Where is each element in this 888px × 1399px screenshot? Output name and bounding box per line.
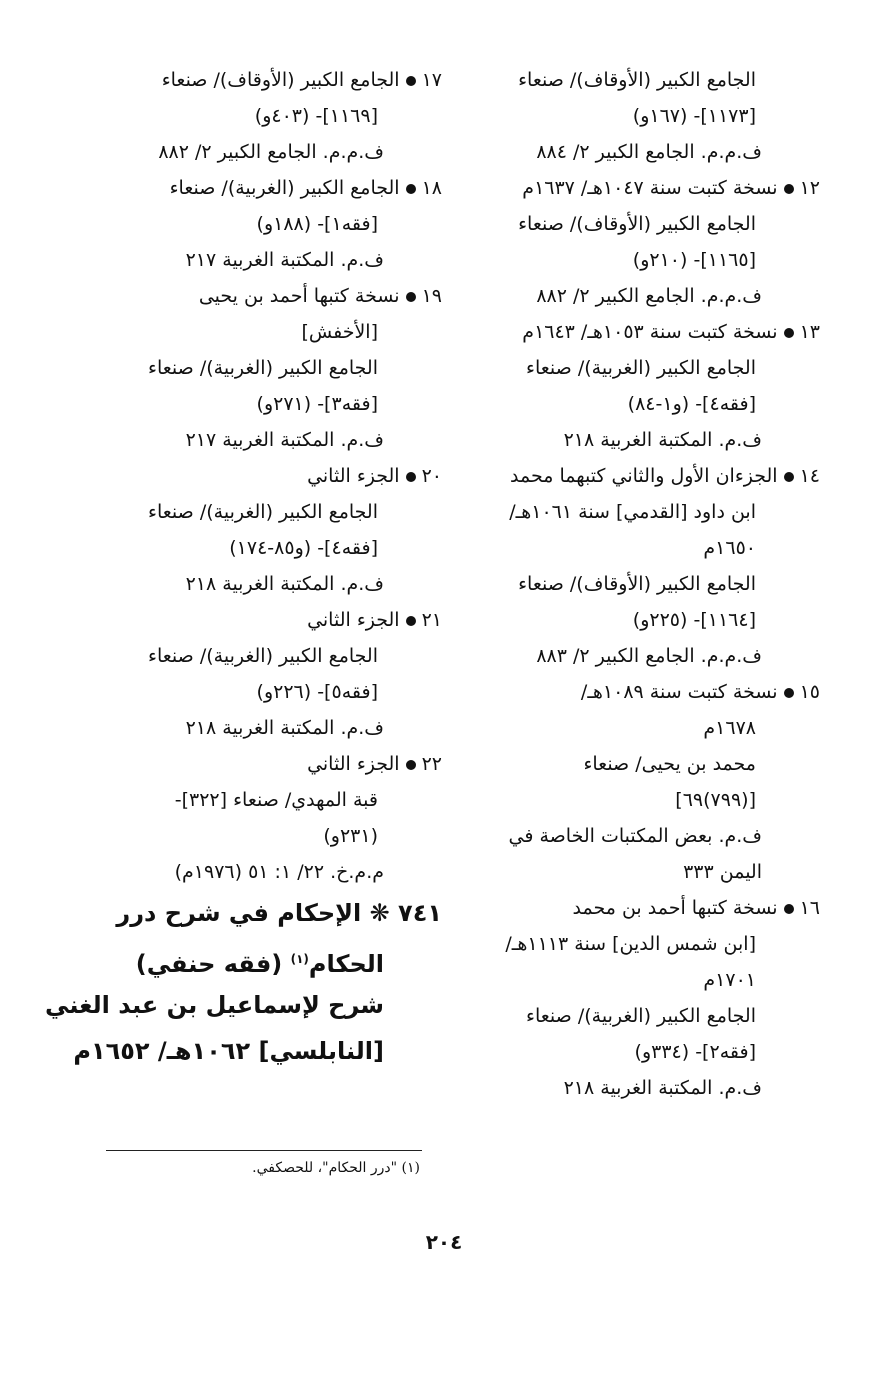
line-text: (٢٣١و) <box>323 825 378 847</box>
line-text: ف.م.م. الجامع الكبير ٢/ ٨٨٣ <box>536 645 762 667</box>
right-line <box>468 386 820 422</box>
footnote-ref: (١) <box>290 952 309 966</box>
right-line <box>468 242 820 278</box>
left-line <box>90 170 442 206</box>
left-line <box>90 530 442 566</box>
line-text: ف.م. المكتبة الغربية ٢١٨ <box>185 717 384 739</box>
left-line <box>90 422 442 458</box>
line-text: [فقه٥]- (٢٢٦و) <box>256 681 378 703</box>
line-text: نسخة كتبت سنة ١٠٨٩هـ/ <box>580 681 778 703</box>
bullet-icon <box>406 184 416 194</box>
manuscript-number: ١٤ <box>799 465 820 487</box>
right-line <box>468 818 820 854</box>
right-line <box>468 206 820 242</box>
bullet-icon <box>784 328 794 338</box>
left-column <box>45 62 442 1074</box>
line-text: ف.م. بعض المكتبات الخاصة في <box>508 825 762 847</box>
right-line <box>468 458 820 494</box>
entry-title-part2: الحكام <box>308 950 384 978</box>
right-line <box>468 566 820 602</box>
line-text: [(٧٩٩)٦٩] <box>675 789 756 811</box>
left-line <box>90 350 442 386</box>
line-text: ف.م. المكتبة الغربية ٢١٨ <box>185 573 384 595</box>
left-line <box>90 602 442 638</box>
right-line <box>468 962 820 998</box>
left-line <box>90 314 442 350</box>
left-line <box>90 674 442 710</box>
line-text: الجامع الكبير (الغربية)/ صنعاء <box>526 357 756 379</box>
right-line <box>468 494 820 530</box>
left-line <box>90 134 442 170</box>
bullet-icon <box>784 904 794 914</box>
right-line <box>468 998 820 1034</box>
right-line <box>468 314 820 350</box>
line-text: [فقه٤]- (و١-٨٤) <box>627 393 756 415</box>
line-text: [١١٦٥]- (٢١٠و) <box>632 249 756 271</box>
line-text: ف.م.م. الجامع الكبير ٢/ ٨٨٢ <box>158 141 384 163</box>
line-text: [فقه٢]- (٣٣٤و) <box>634 1041 756 1063</box>
right-line <box>468 278 820 314</box>
right-line <box>468 602 820 638</box>
left-line <box>90 746 442 782</box>
line-text: اليمن ٣٣٣ <box>683 861 762 883</box>
line-text: [فقه٣]- (٢٧١و) <box>256 393 378 415</box>
right-line <box>468 1034 820 1070</box>
left-column-entries <box>90 62 442 890</box>
line-text: الجامع الكبير (الغربية)/ صنعاء <box>169 177 400 199</box>
line-text: [١١٦٩]- (٤٠٣و) <box>254 105 378 127</box>
footnote: (١) "درر الحكام"، للحصكفي. <box>252 1160 420 1176</box>
line-text: ف.م.م. الجامع الكبير ٢/ ٨٨٢ <box>536 285 762 307</box>
line-text: نسخة كتبت سنة ١٠٤٧هـ/ ١٦٣٧م <box>522 177 778 199</box>
line-text: قبة المهدي/ صنعاء [٣٢٢]- <box>174 789 378 811</box>
bullet-icon <box>406 292 416 302</box>
line-text: الجامع الكبير (الغربية)/ صنعاء <box>526 1005 756 1027</box>
manuscript-number: ١٩ <box>421 285 442 307</box>
line-text: الجزء الثاني <box>307 465 400 487</box>
right-line <box>468 422 820 458</box>
line-text: الجزءان الأول والثاني كتبهما محمد <box>510 465 778 487</box>
left-line <box>90 98 442 134</box>
left-line <box>90 242 442 278</box>
manuscript-number: ١٥ <box>799 681 820 703</box>
left-line <box>90 638 442 674</box>
line-text: ف.م. المكتبة الغربية ٢١٧ <box>185 429 384 451</box>
line-text: نسخة كتبت سنة ١٠٥٣هـ/ ١٦٤٣م <box>522 321 778 343</box>
line-text: الجامع الكبير (الغربية)/ صنعاء <box>148 645 378 667</box>
right-line <box>468 782 820 818</box>
line-text: [فقه٤]- (و٨٥-١٧٤) <box>229 537 378 559</box>
entry-heading-line1 <box>90 890 442 936</box>
right-line <box>468 134 820 170</box>
right-line <box>468 674 820 710</box>
line-text: الجامع الكبير (الغربية)/ صنعاء <box>148 357 378 379</box>
line-text: ف.م. المكتبة الغربية ٢١٨ <box>563 1077 762 1099</box>
manuscript-number: ١٨ <box>421 177 442 199</box>
right-line <box>468 350 820 386</box>
line-text: [١١٦٤]- (٢٢٥و) <box>632 609 756 631</box>
right-line <box>468 638 820 674</box>
entry-heading-line4: [النابلسي] ١٠٦٢هـ/ ١٦٥٢م <box>73 1037 384 1065</box>
bullet-icon <box>784 472 794 482</box>
right-line <box>468 170 820 206</box>
line-text: الجامع الكبير (الغربية)/ صنعاء <box>148 501 378 523</box>
line-text: ١٦٧٨م <box>703 717 756 739</box>
right-line <box>468 890 820 926</box>
manuscript-number: ١٧ <box>421 69 442 91</box>
line-text: نسخة كتبها أحمد بن محمد <box>572 897 778 919</box>
right-line <box>468 1070 820 1106</box>
line-text: الجزء الثاني <box>307 609 400 631</box>
manuscript-number: ٢٢ <box>421 753 442 775</box>
manuscript-number: ٢١ <box>421 609 442 631</box>
entry-heading-line2 <box>90 936 442 982</box>
bullet-icon <box>784 184 794 194</box>
line-text: ١٦٥٠م <box>703 537 756 559</box>
left-line <box>90 386 442 422</box>
left-line <box>90 854 442 890</box>
right-line <box>468 926 820 962</box>
left-line <box>90 206 442 242</box>
left-line <box>90 494 442 530</box>
right-line <box>468 98 820 134</box>
line-text: [ابن شمس الدين] سنة ١١١٣هـ/ <box>505 933 756 955</box>
entry-subject: (فقه حنفي) <box>135 950 283 978</box>
line-text: ١٧٠١م <box>703 969 756 991</box>
line-text: محمد بن يحيى/ صنعاء <box>583 753 756 775</box>
entry-marker: ❋ <box>369 899 390 927</box>
left-line <box>90 818 442 854</box>
right-line <box>468 62 820 98</box>
line-text: ف.م.م. الجامع الكبير ٢/ ٨٨٤ <box>536 141 762 163</box>
line-text: الجامع الكبير (الأوقاف)/ صنعاء <box>518 69 756 91</box>
left-line <box>90 458 442 494</box>
left-line <box>90 710 442 746</box>
left-line <box>90 566 442 602</box>
line-text: ف.م. المكتبة الغربية ٢١٧ <box>185 249 384 271</box>
right-line <box>468 530 820 566</box>
line-text: الجامع الكبير (الأوقاف)/ صنعاء <box>161 69 400 91</box>
right-line <box>468 854 820 890</box>
page-number: ٢٠٤ <box>425 1230 463 1254</box>
line-text: نسخة كتبها أحمد بن يحيى <box>198 285 400 307</box>
bullet-icon <box>406 616 416 626</box>
manuscript-number: ١٦ <box>799 897 820 919</box>
entry-number: ٧٤١ <box>398 899 442 927</box>
bullet-icon <box>406 76 416 86</box>
line-text: الجزء الثاني <box>307 753 400 775</box>
left-line <box>90 278 442 314</box>
bullet-icon <box>406 760 416 770</box>
line-text: الجامع الكبير (الأوقاف)/ صنعاء <box>518 213 756 235</box>
line-text: م.م.خ. ٢٢/ ١: ٥١ (١٩٧٦م) <box>174 861 384 883</box>
manuscript-number: ١٢ <box>799 177 820 199</box>
bullet-icon <box>784 688 794 698</box>
right-column <box>468 62 820 1106</box>
footnote-divider <box>106 1150 422 1151</box>
line-text: [الأخفش] <box>301 321 378 343</box>
entry-title-part1: الإحكام في شرح درر <box>116 899 362 927</box>
line-text: الجامع الكبير (الأوقاف)/ صنعاء <box>518 573 756 595</box>
manuscript-number: ١٣ <box>799 321 820 343</box>
line-text: ابن داود [القدمي] سنة ١٠٦١هـ/ <box>509 501 756 523</box>
right-line <box>468 710 820 746</box>
bullet-icon <box>406 472 416 482</box>
left-line <box>90 782 442 818</box>
left-line <box>90 62 442 98</box>
manuscript-number: ٢٠ <box>421 465 442 487</box>
line-text: [فقه١]- (١٨٨و) <box>256 213 378 235</box>
right-line <box>468 746 820 782</box>
line-text: [١١٧٣]- (١٦٧و) <box>632 105 756 127</box>
line-text: ف.م. المكتبة الغربية ٢١٨ <box>563 429 762 451</box>
entry-heading-line3: شرح لإسماعيل بن عبد الغني <box>45 991 384 1019</box>
